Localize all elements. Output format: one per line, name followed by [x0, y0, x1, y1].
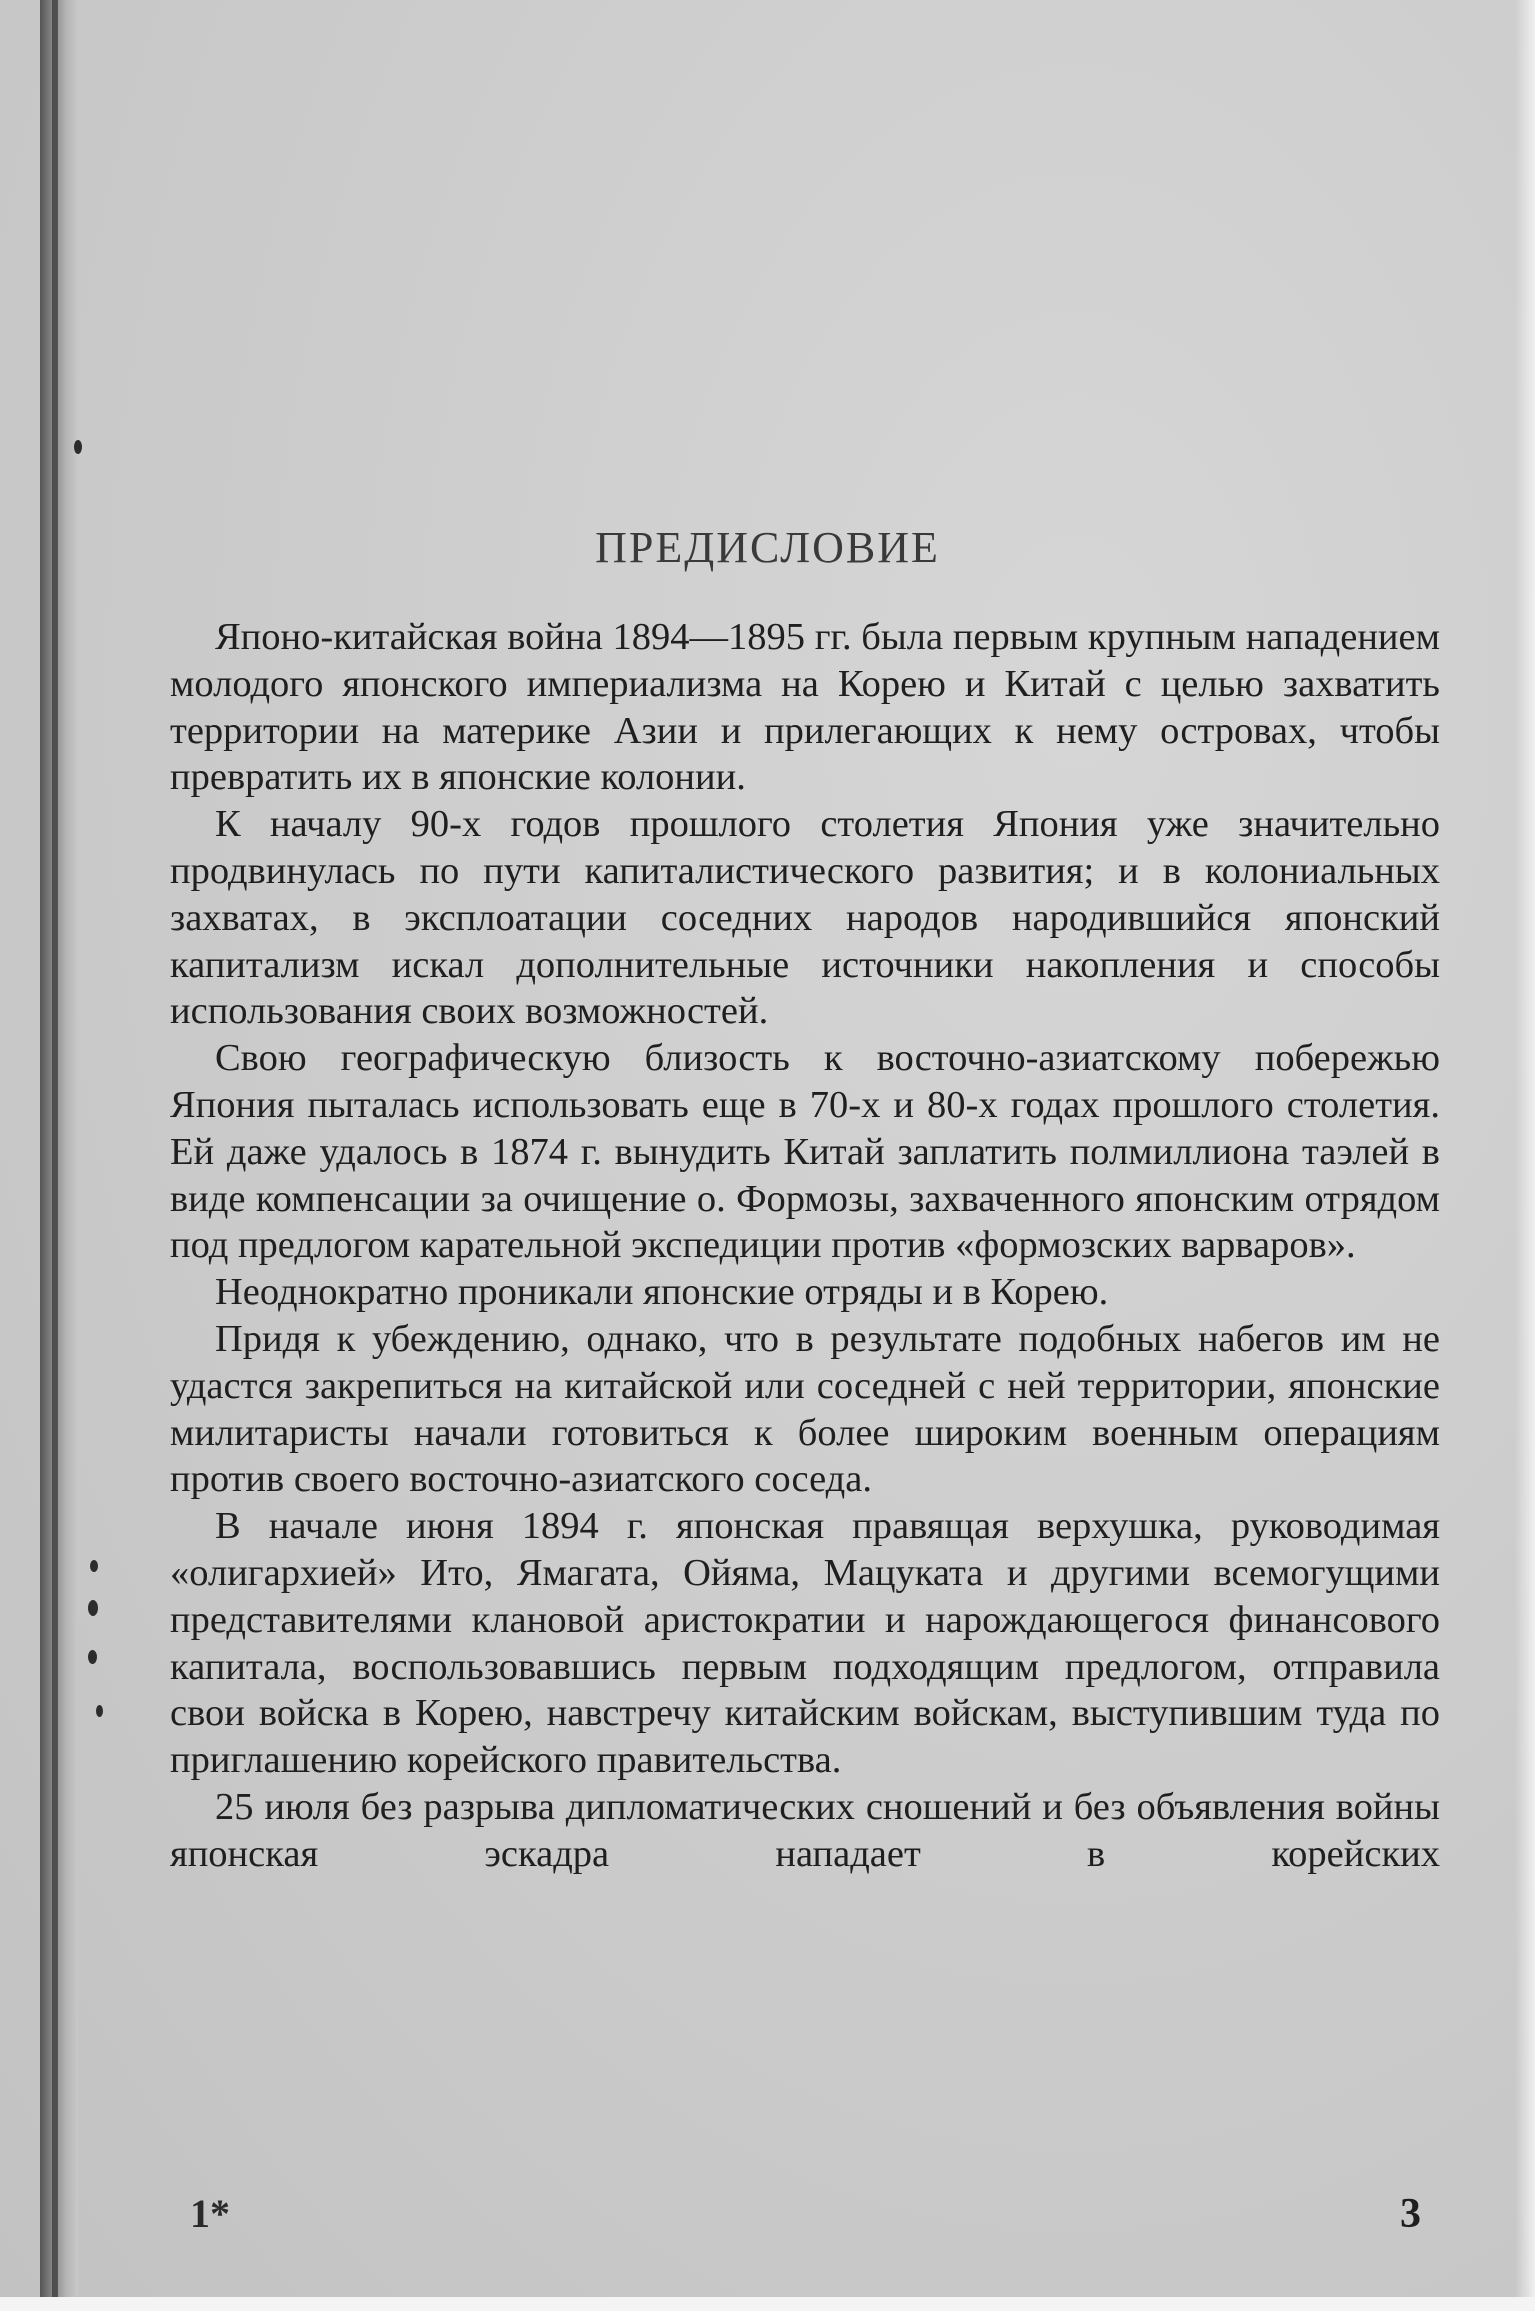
paragraph: К началу 90-х годов прошлого столетия Япония уже значительно продвинулась по пути капиталистического развития; и в колониальных захватах, в эксплоатации соседних народов народившийся японский капитализм искал дополнительные источники накопления и способы использования своих возможностей. — [170, 803, 1440, 1033]
scan-speck — [96, 1705, 103, 1717]
body-text — [170, 614, 1440, 1878]
scan-speck — [90, 1560, 98, 1572]
page-bottom-edge — [0, 2297, 1535, 2311]
book-binding-edge-line — [52, 0, 58, 2311]
paragraph: Неоднократно проникали японские отряды и в Корею. — [215, 1271, 1109, 1314]
paragraph: В начале июня 1894 г. японская правящая верхушка, руководимая «олигархией» Ито, Ямагата, Ойяма, Мацуката и другими всемогущими представителями клановой аристократии и нарождающегося финансового капитала, воспользовавшись первым подходящим предлогом, отправила свои войска в Корею, навстречу китайским войскам, выступившим туда по приглашению корейского правительства. — [170, 1505, 1440, 1782]
book-binding-shadow — [40, 0, 78, 2311]
paragraph: Свою географическую близость к восточно-азиатскому побережью Япония пыталась использовать еще в 70-х и 80-х годах прошлого столетия. Ей даже удалось в 1874 г. вынудить Китай заплатить полмиллиона таэлей в виде компенсации за очищение о. Формозы, захваченного японским отрядом под предлогом карательной экспедиции против «формозских варваров». — [170, 1037, 1440, 1267]
paragraph: Японо-китайская война 1894—1895 гг. была первым крупным нападением молодого японского империализма на Корею и Китай с целью захватить территории на материке Азии и прилегающих к нему островах, чтобы превратить их в японские колонии. — [170, 616, 1440, 799]
page-right-edge — [1515, 0, 1535, 2311]
scan-speck — [88, 1600, 98, 1616]
page-title: ПРЕДИСЛОВИЕ — [595, 523, 940, 572]
scan-speck — [74, 440, 82, 454]
paragraph: 25 июля без разрыва дипломатических сношений и без объявления войны японская эскадра нападает в корейских — [170, 1785, 1440, 1875]
paragraph: Придя к убеждению, однако, что в результате подобных набегов им не удастся закрепиться на китайской или соседней с ней территории, японские милитаристы начали готовиться к более широким военным операциям против своего восточно-азиатского соседа. — [170, 1317, 1440, 1501]
scan-speck — [88, 1650, 97, 1664]
page-number: 3 — [1400, 2191, 1421, 2237]
signature-mark: 1* — [190, 2191, 230, 2236]
